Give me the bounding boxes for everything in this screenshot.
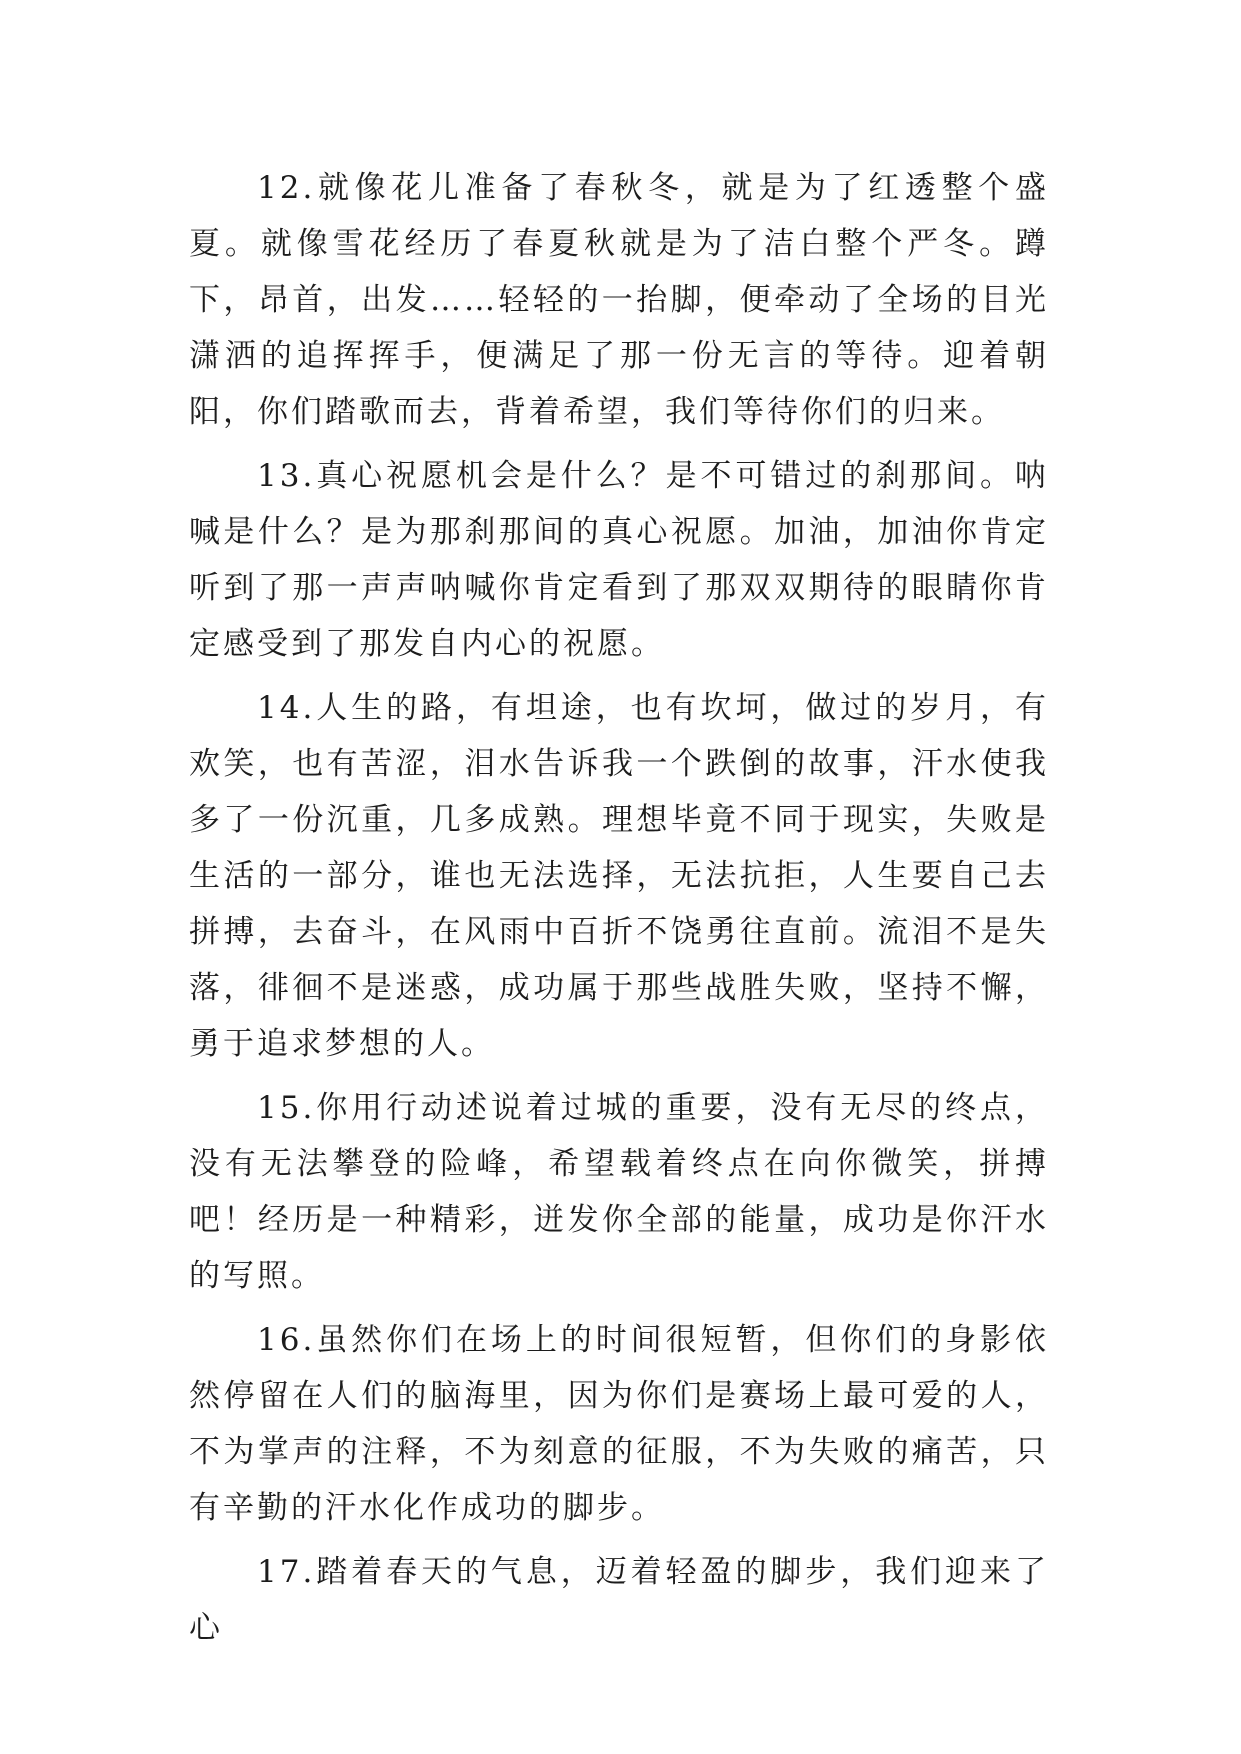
paragraph-13: 13.真心祝愿机会是什么？是不可错过的刹那间。呐喊是什么？是为那刹那间的真心祝愿。加油，加油你肯定听到了那一声声呐喊你肯定看到了那双双期待的眼睛你肯定感受到了那发自内心的祝愿。 (189, 458, 1049, 662)
paragraph-15: 15.你用行动述说着过城的重要，没有无尽的终点，没有无法攀登的险峰，希望载着终点在向你微笑，拼搏吧！经历是一种精彩，迸发你全部的能量，成功是你汗水的写照。 (189, 1090, 1049, 1294)
paragraph-12: 12.就像花儿准备了春秋冬，就是为了红透整个盛夏。就像雪花经历了春夏秋就是为了洁白整个严冬。蹲下，昂首，出发……轻轻的一抬脚，便牵动了全场的目光潇洒的追挥挥手，便满足了那一份无言的等待。迎着朝阳，你们踏歌而去，背着希望，我们等待你们的归来。 (189, 170, 1049, 430)
paragraph-16: 16.虽然你们在场上的时间很短暂，但你们的身影依然停留在人们的脑海里，因为你们是赛场上最可爱的人，不为掌声的注释，不为刻意的征服，不为失败的痛苦，只有辛勤的汗水化作成功的脚步。 (189, 1322, 1049, 1526)
paragraph-17: 17.踏着春天的气息，迈着轻盈的脚步，我们迎来了心 (189, 1554, 1049, 1646)
document-body (189, 160, 1049, 1656)
paragraph-14: 14.人生的路，有坦途，也有坎坷，做过的岁月，有欢笑，也有苦涩，泪水告诉我一个跌倒的故事，汗水使我多了一份沉重，几多成熟。理想毕竟不同于现实，失败是生活的一部分，谁也无法选择，无法抗拒，人生要自己去拼搏，去奋斗，在风雨中百折不饶勇往直前。流泪不是失落，徘徊不是迷惑，成功属于那些战胜失败，坚持不懈，勇于追求梦想的人。 (189, 690, 1049, 1062)
